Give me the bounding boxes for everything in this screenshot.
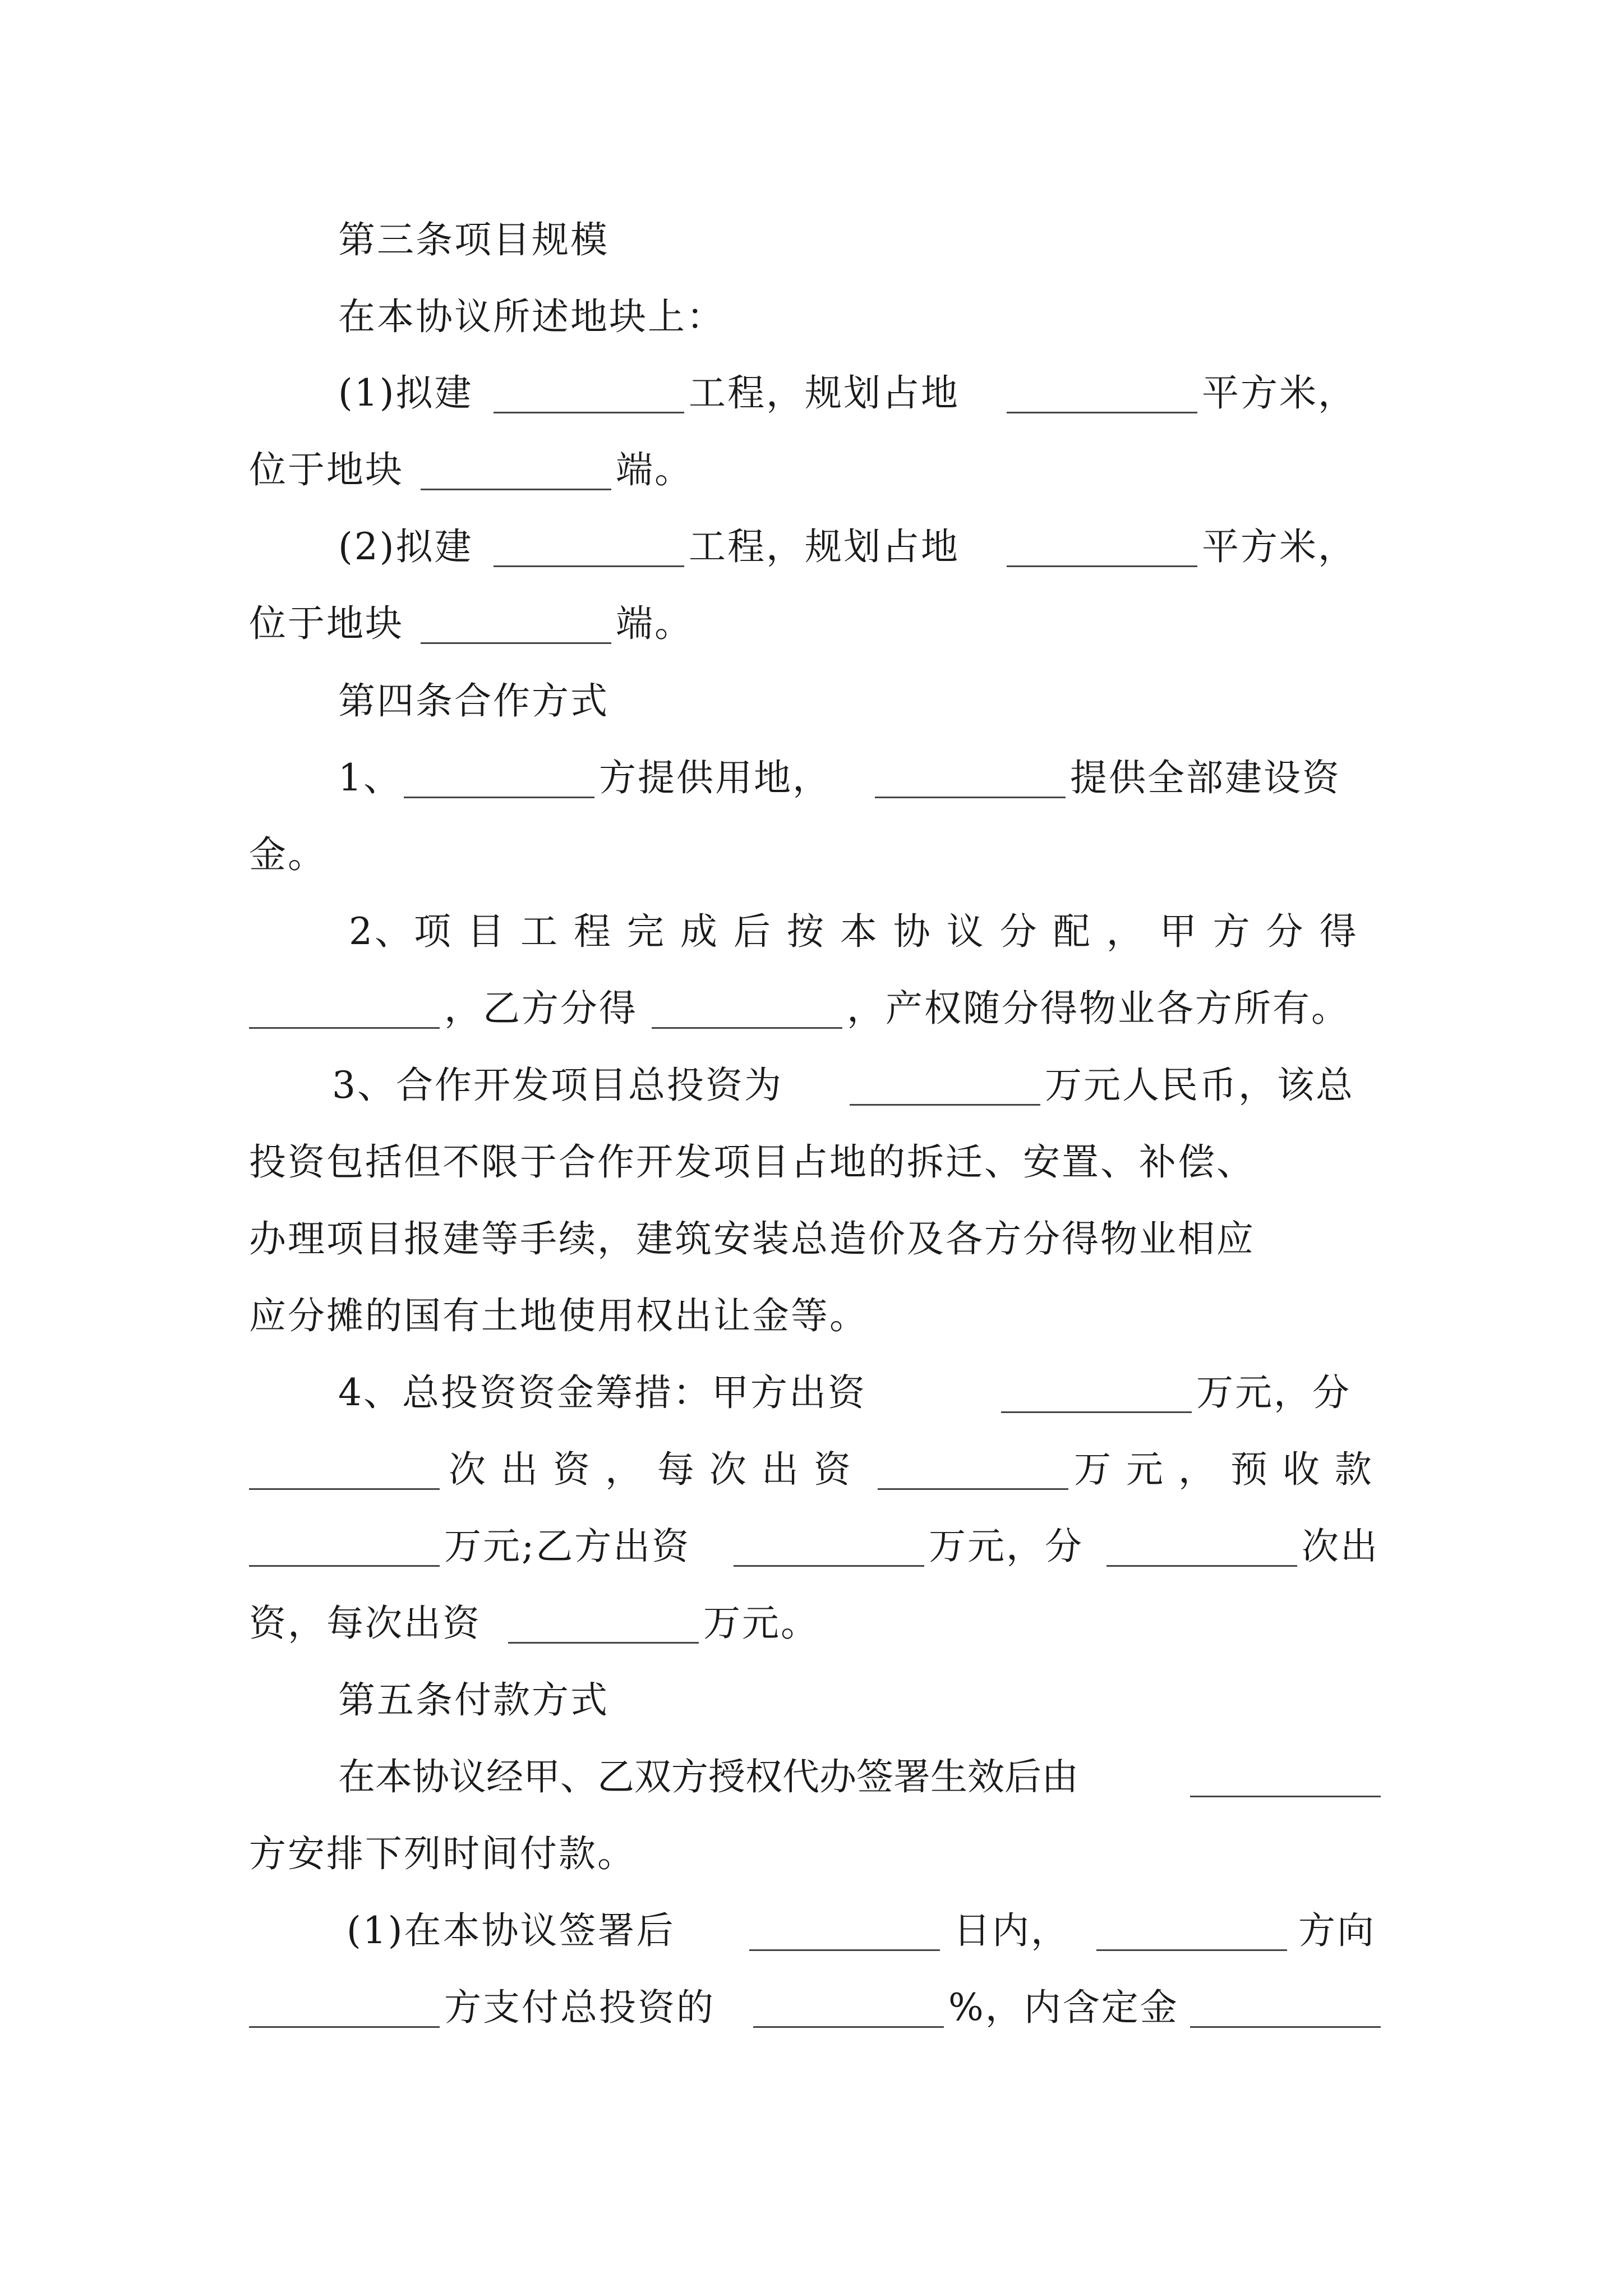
text-segment: 工程，规划占地 (689, 371, 960, 415)
fill-in-blank[interactable] (494, 412, 684, 413)
text-segment: 平方米， (1202, 371, 1357, 415)
fill-in-blank[interactable] (749, 1949, 940, 1951)
text-segment: ，乙方分得 (444, 987, 638, 1030)
fill-in-blank[interactable] (249, 1027, 440, 1029)
text-segment: 方向 (1298, 1909, 1376, 1952)
text-segment: 方提供用地， (599, 756, 831, 799)
text-segment: 端。 (616, 448, 693, 491)
text-segment: 平方米， (1202, 525, 1357, 568)
fill-in-blank[interactable] (1001, 1411, 1192, 1413)
fill-in-blank[interactable] (875, 797, 1066, 798)
text-segment: 1、 (338, 756, 402, 799)
text-segment: 次出 (1302, 1525, 1379, 1568)
text-segment: 4、总投资资金筹措：甲方出资 (338, 1371, 866, 1414)
fill-in-blank[interactable] (421, 642, 611, 644)
text-segment: 万元;乙方出资 (444, 1525, 691, 1568)
text-segment: 方支付总投资的 (444, 1986, 715, 2029)
text-segment: 工程，规划占地 (689, 525, 960, 568)
fill-in-blank[interactable] (734, 1565, 924, 1567)
text-segment: 金。 (249, 833, 326, 876)
text-segment: (2)拟建 (338, 525, 473, 568)
text-segment: 万元人民币，该总 (1045, 1064, 1354, 1107)
text-segment: (1)拟建 (338, 371, 473, 415)
text-segment: 端。 (616, 602, 693, 645)
text-segment: 位于地块 (249, 602, 404, 645)
fill-in-blank[interactable] (652, 1027, 842, 1029)
fill-in-blank[interactable] (1096, 1949, 1287, 1951)
fill-in-blank[interactable] (850, 1104, 1040, 1106)
text-segment: ，产权随分得物业各方所有。 (847, 987, 1350, 1030)
fill-in-blank[interactable] (1106, 1565, 1297, 1567)
fill-in-blank[interactable] (878, 1488, 1068, 1490)
text-segment: 2、项 目 工 程 完 成 后 按 本 协 议 分 配 ， 甲 方 分 得 (349, 910, 1359, 953)
text-segment: 万元。 (703, 1602, 819, 1645)
fill-in-blank[interactable] (249, 2026, 440, 2028)
text-segment: 办理项目报建等手续，建筑安装总造价及各方分得物业相应 (249, 1217, 1255, 1260)
fill-in-blank[interactable] (404, 797, 594, 798)
text-segment: 资，每次出资 (249, 1602, 481, 1645)
text-segment: 第五条付款方式 (338, 1678, 609, 1722)
fill-in-blank[interactable] (753, 2026, 944, 2028)
text-segment: 万元，分 (929, 1525, 1083, 1568)
text-segment: 位于地块 (249, 448, 404, 491)
text-segment: 在本协议所述地块上： (338, 295, 725, 338)
fill-in-blank[interactable] (249, 1565, 440, 1567)
fill-in-blank[interactable] (508, 1642, 699, 1644)
fill-in-blank[interactable] (494, 565, 684, 567)
text-segment: 投资包括但不限于合作开发项目占地的拆迁、安置、补偿、 (249, 1140, 1255, 1184)
text-segment: 日内， (953, 1909, 1069, 1952)
text-segment: 第四条合作方式 (338, 679, 609, 723)
text-segment: 次 出 资 ， 每 次 出 资 (449, 1448, 852, 1491)
text-segment: 万 元 ， 预 收 款 (1074, 1448, 1373, 1491)
text-segment: 在本协议经甲、乙双方授权代办签署生效后由 (338, 1755, 1078, 1798)
fill-in-blank[interactable] (1007, 565, 1197, 567)
text-segment: 提供全部建设资 (1070, 756, 1341, 799)
text-segment: 方安排下列时间付款。 (249, 1832, 636, 1875)
text-segment: 万元，分 (1196, 1371, 1351, 1414)
fill-in-blank[interactable] (1190, 1796, 1381, 1797)
text-segment: %，内含定金 (948, 1986, 1179, 2029)
text-segment: 第三条项目规模 (338, 218, 609, 261)
text-segment: 3、合作开发项目总投资为 (332, 1064, 783, 1107)
fill-in-blank[interactable] (1190, 2026, 1381, 2028)
fill-in-blank[interactable] (249, 1488, 440, 1490)
text-segment: (1)在本协议签署后 (347, 1909, 675, 1952)
fill-in-blank[interactable] (421, 489, 611, 490)
fill-in-blank[interactable] (1007, 412, 1197, 413)
text-segment: 应分摊的国有土地使用权出让金等。 (249, 1294, 868, 1337)
